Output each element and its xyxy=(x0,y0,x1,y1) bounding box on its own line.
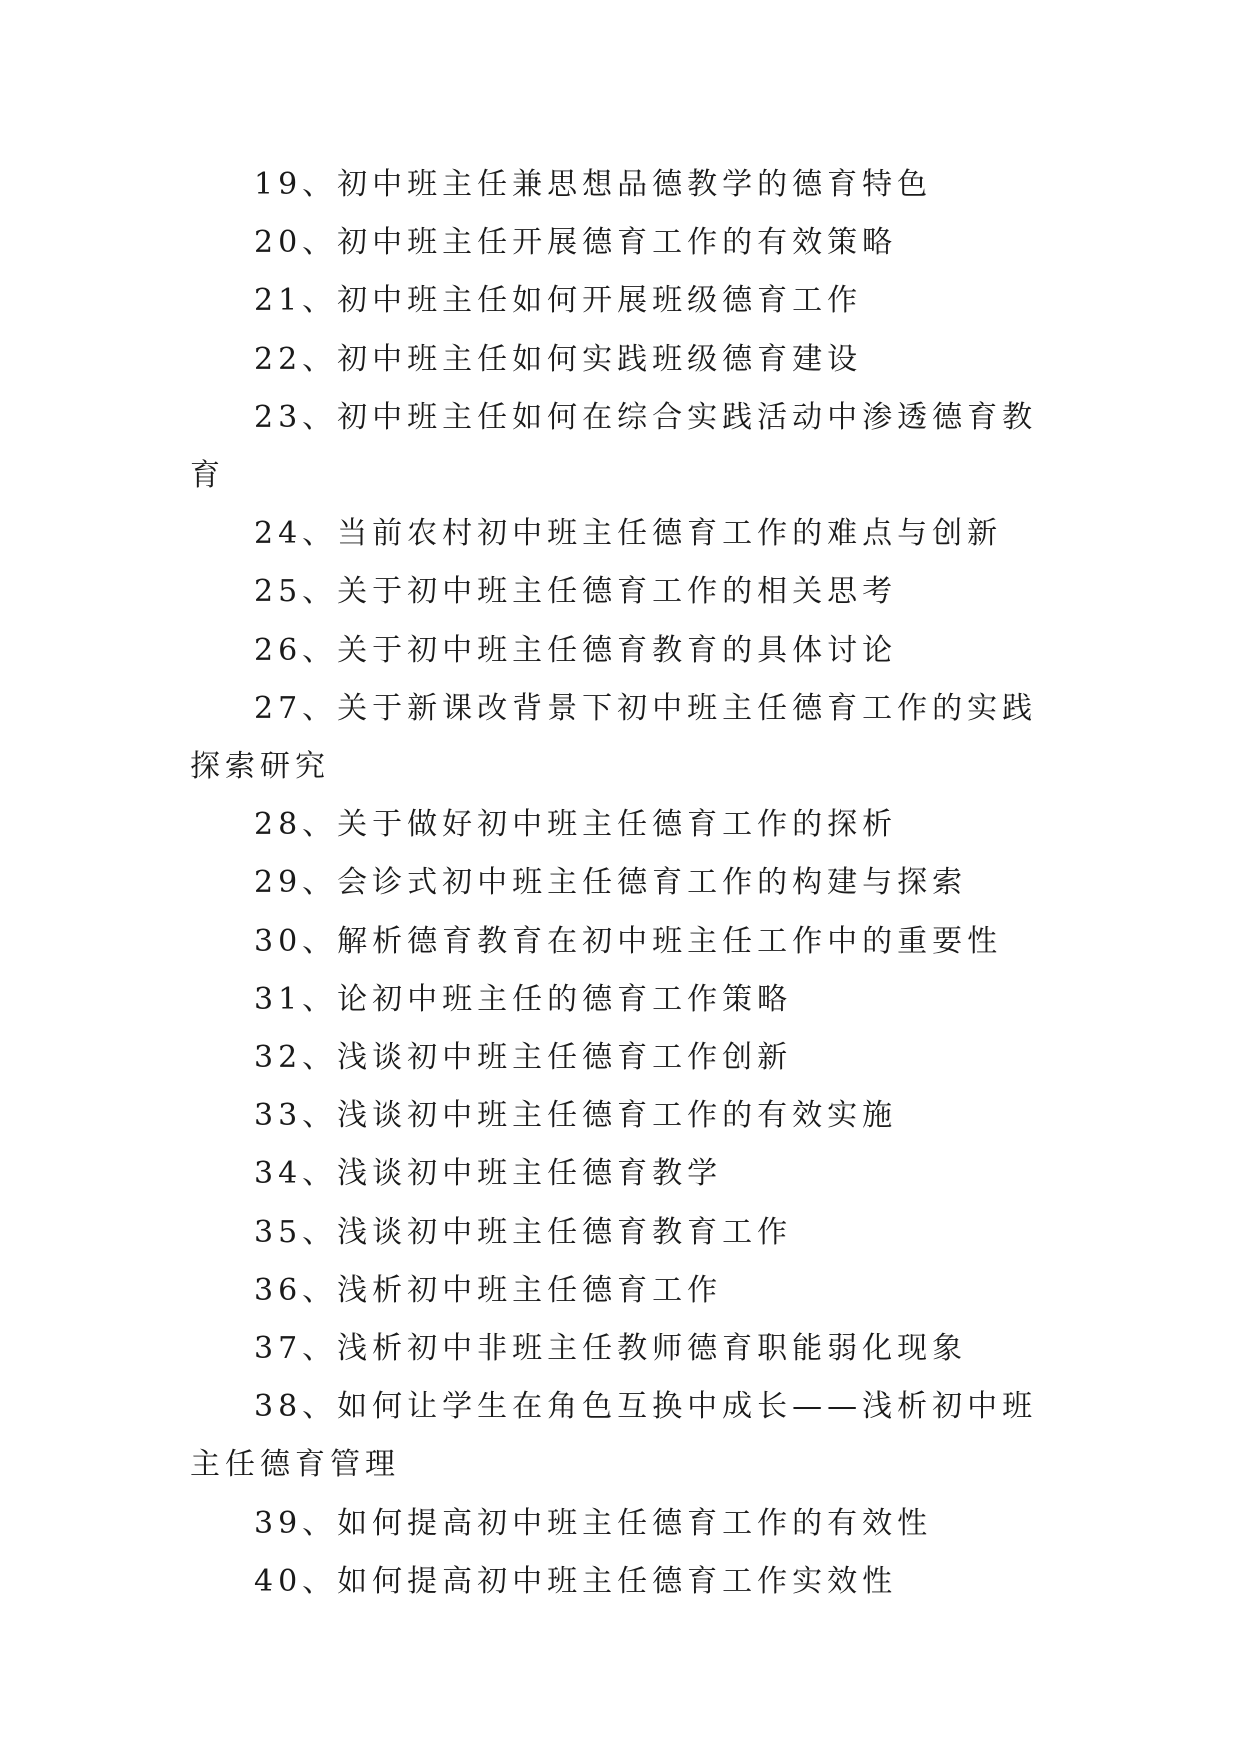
list-item: 37、浅析初中非班主任教师德育职能弱化现象 xyxy=(254,1331,968,1367)
list-item: 22、初中班主任如何实践班级德育建设 xyxy=(254,341,863,377)
list-item: 20、初中班主任开展德育工作的有效策略 xyxy=(254,225,898,261)
topic-list xyxy=(190,156,1052,1611)
list-item: 27、关于新课改背景下初中班主任德育工作的实践探索研究 xyxy=(190,690,1038,785)
list-item: 30、解析德育教育在初中班主任工作中的重要性 xyxy=(254,923,1003,959)
list-item: 40、如何提高初中班主任德育工作实效性 xyxy=(254,1563,898,1599)
list-item: 31、论初中班主任的德育工作策略 xyxy=(254,981,793,1017)
list-item: 23、初中班主任如何在综合实践活动中渗透德育教育 xyxy=(190,399,1038,494)
list-item: 33、浅谈初中班主任德育工作的有效实施 xyxy=(254,1098,898,1134)
list-item: 35、浅谈初中班主任德育教育工作 xyxy=(254,1214,793,1250)
list-item: 19、初中班主任兼思想品德教学的德育特色 xyxy=(254,167,933,202)
list-item: 36、浅析初中班主任德育工作 xyxy=(254,1272,723,1308)
list-item: 28、关于做好初中班主任德育工作的探析 xyxy=(254,807,898,843)
list-item: 25、关于初中班主任德育工作的相关思考 xyxy=(254,574,898,610)
list-item: 21、初中班主任如何开展班级德育工作 xyxy=(254,283,863,319)
list-item: 34、浅谈初中班主任德育教学 xyxy=(254,1156,723,1192)
list-item: 26、关于初中班主任德育教育的具体讨论 xyxy=(254,632,898,668)
list-item: 32、浅谈初中班主任德育工作创新 xyxy=(254,1040,793,1076)
list-item: 39、如何提高初中班主任德育工作的有效性 xyxy=(254,1505,933,1541)
list-item: 38、如何让学生在角色互换中成长——浅析初中班主任德育管理 xyxy=(190,1389,1038,1483)
list-item: 29、会诊式初中班主任德育工作的构建与探索 xyxy=(254,865,968,901)
list-item: 24、当前农村初中班主任德育工作的难点与创新 xyxy=(254,516,1003,552)
